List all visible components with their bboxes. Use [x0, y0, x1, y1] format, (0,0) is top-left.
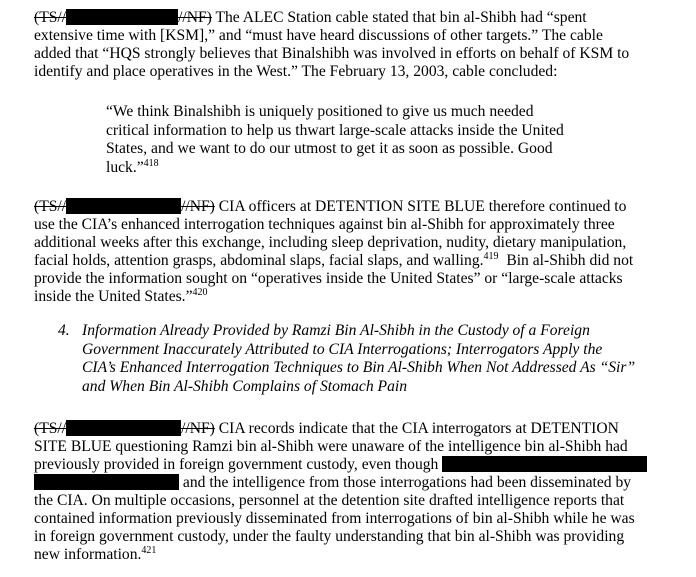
heading-line: Information Already Provided by Ramzi Bin Al-Shibh in the Custody of a Foreign: [82, 322, 590, 339]
heading-line: CIA’s Enhanced Interrogation Techniques to Bin Al-Shibh When Not Addressed As “Sir”: [82, 359, 636, 376]
paragraph-continued-techniques: [34, 198, 684, 306]
heading-line: Government Inaccurately Attributed to CIA Interrogations; Interrogators Apply the: [82, 340, 603, 358]
footnote-marker: 419: [483, 251, 499, 262]
quote-line: “We think Binalshibh is uniquely positioned to give us much needed: [106, 103, 534, 120]
paragraph-line: [34, 252, 684, 270]
redaction-block: [66, 198, 181, 214]
classification-marking: //NF): [181, 198, 215, 215]
section-number: 4.: [58, 322, 70, 339]
text-span: CIA records indicate that the CIA interrogators at DETENTION: [218, 420, 619, 437]
text-span: new information.: [34, 546, 142, 563]
classification-marking: (TS//: [34, 420, 67, 437]
text-span: and the intelligence from those interrogations had been disseminated by: [182, 474, 632, 491]
paragraph-line: [34, 420, 684, 438]
text-span: facial holds, attention grasps, abdominal slaps, facial slaps, and walling.: [34, 252, 484, 269]
paragraph-line: added that “HQS strongly believes that Binalshibh was involved in efforts on behalf of KSM to: [34, 45, 630, 62]
quote-line: [106, 159, 626, 178]
paragraph-line: [34, 9, 684, 27]
section-heading: [58, 322, 658, 396]
paragraph-line: [34, 546, 684, 564]
paragraph-line: extensive time with [KSM],” and “must have heard discussions of other targets.” The cable: [34, 27, 603, 44]
footnote-marker: 420: [192, 287, 208, 298]
paragraph-alec-station-cable: [34, 9, 684, 81]
quote-line: critical information to help us thwart large-scale attacks inside the United: [106, 121, 564, 139]
footnote-marker: 421: [141, 545, 157, 556]
redaction-block: [442, 456, 647, 472]
paragraph-line: provide the information sought on “operatives inside the United States” or “large-scale attacks: [34, 270, 623, 287]
heading-line: and When Bin Al-Shibh Complains of Stomach Pain: [82, 377, 407, 395]
text-span: Bin al-Shibh did not: [498, 252, 634, 269]
text-span: inside the United States.”: [34, 288, 193, 305]
text-span: CIA officers at DETENTION SITE BLUE therefore continued to: [218, 198, 627, 215]
paragraph-line: [34, 198, 684, 216]
footnote-marker: 418: [143, 157, 159, 169]
paragraph-line: the CIA. On multiple occasions, personnel at the detention site drafted intelligence reports that: [34, 492, 625, 509]
paragraph-line: identify and place operatives in the West.” The February 13, 2003, cable concluded:: [34, 63, 558, 80]
paragraph-line: [34, 456, 684, 474]
quote-line: States, and we want to do our utmost to get it as soon as possible. Good: [106, 140, 553, 157]
paragraph-line: contained information previously disseminated from interrogations of bin al-Shibh while he was: [34, 510, 635, 527]
classification-marking: (TS//: [34, 9, 67, 26]
classification-marking: //NF): [178, 9, 212, 26]
paragraph-line: use the CIA’s enhanced interrogation techniques against bin al-Shibh for approximately three: [34, 216, 615, 233]
redaction-block: [66, 420, 181, 436]
paragraph-line: [34, 288, 684, 306]
classification-marking: (TS//: [34, 198, 67, 215]
paragraph-line: in foreign government custody, under the faulty understanding that bin al-Shibh was providing: [34, 528, 625, 545]
classification-marking: //NF): [181, 420, 215, 437]
section-title: [82, 322, 658, 396]
redaction-block: [34, 474, 179, 490]
paragraph-line: additional weeks after this exchange, including sleep deprivation, nudity, dietary manipulation,: [34, 234, 627, 251]
redaction-block: [66, 9, 178, 25]
paragraph-line: [34, 474, 684, 492]
text-span: The ALEC Station cable stated that bin al-Shibh had “spent: [215, 9, 587, 26]
paragraph-cia-records: [34, 420, 684, 564]
block-quote: [106, 103, 626, 177]
text-span: previously provided in foreign government custody, even though: [34, 456, 439, 473]
text-span: luck.”: [106, 158, 144, 176]
paragraph-line: SITE BLUE questioning Ramzi bin al-Shibh were unaware of the intelligence bin al-Shibh had: [34, 438, 628, 455]
